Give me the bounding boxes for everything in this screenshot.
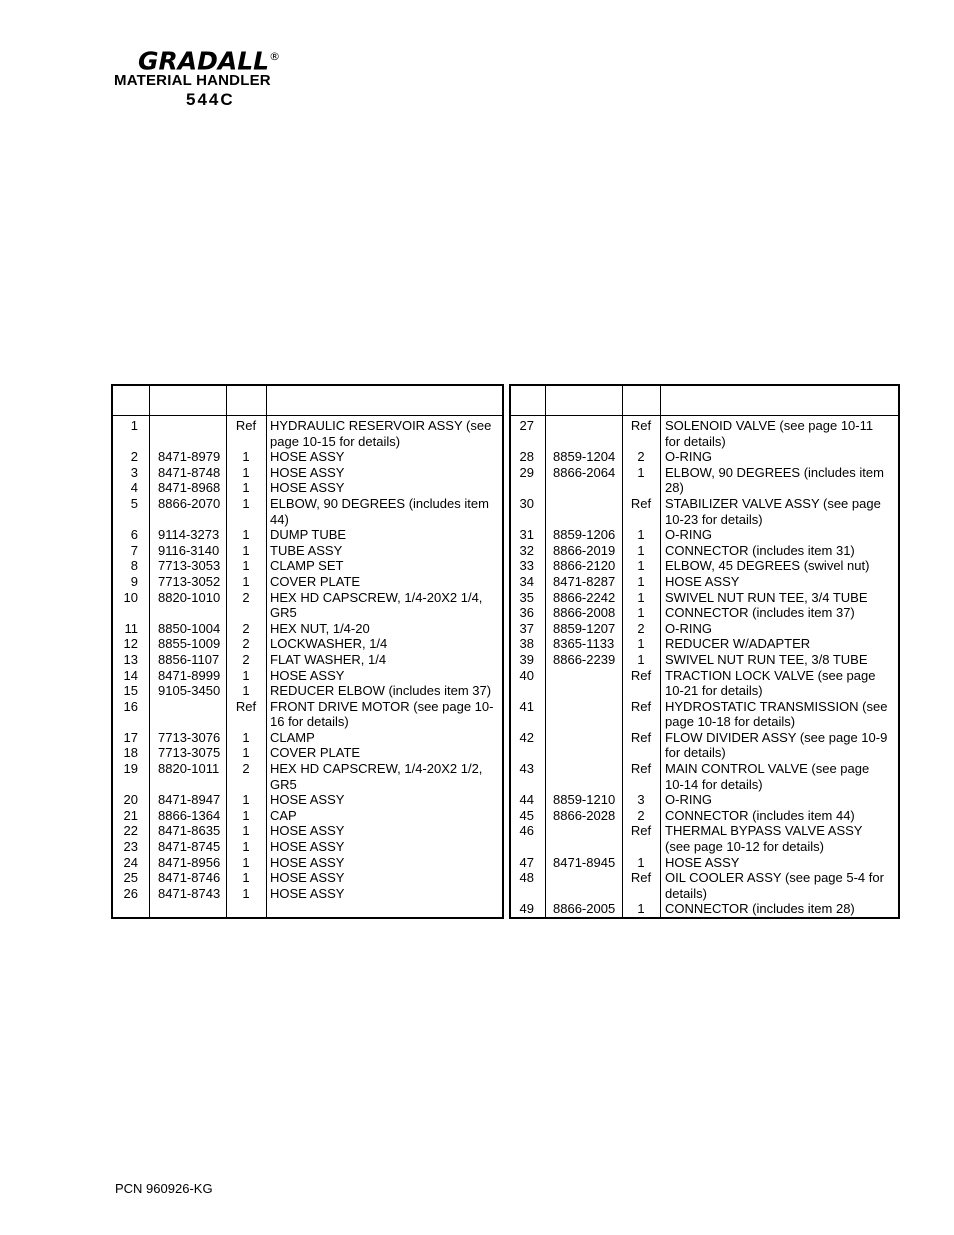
item-number: 10 — [123, 589, 138, 605]
part-description: HOSE ASSY — [270, 839, 345, 855]
quantity: 2 — [637, 449, 645, 465]
part-description: CONNECTOR (includes item 28) — [665, 901, 855, 917]
quantity: 2 — [242, 620, 250, 636]
quantity: 1 — [637, 464, 645, 480]
part-description: ELBOW, 90 DEGREES (includes item 44) — [270, 495, 489, 527]
item-number: 16 — [123, 698, 138, 714]
part-description: O-RING — [665, 449, 712, 465]
table-row — [113, 574, 502, 590]
quantity: Ref — [630, 418, 652, 433]
quantity: Ref — [630, 823, 652, 839]
quantity: 2 — [242, 636, 250, 652]
item-number: 21 — [123, 807, 138, 823]
part-number: 8471-8748 — [158, 464, 221, 480]
quantity: 1 — [242, 854, 250, 870]
part-description: REDUCER ELBOW (includes item 37) — [270, 683, 492, 699]
part-description: SWIVEL NUT RUN TEE, 3/8 TUBE — [665, 651, 868, 667]
part-description: CONNECTOR (includes item 44) — [665, 807, 855, 823]
quantity: 1 — [637, 636, 645, 652]
part-description: SWIVEL NUT RUN TEE, 3/4 TUBE — [665, 589, 868, 605]
brand-name: GRADALL® — [138, 46, 281, 76]
item-number: 20 — [123, 792, 138, 808]
pcn-number: PCN 960926-KG — [115, 1181, 213, 1196]
table-row — [511, 792, 898, 808]
quantity: Ref — [630, 667, 652, 683]
table-row — [113, 418, 502, 449]
table-row — [113, 636, 502, 652]
quantity: Ref — [630, 761, 652, 777]
part-description: COVER PLATE — [270, 573, 361, 589]
parts-rows-right — [511, 418, 898, 917]
part-number: 8850-1004 — [158, 620, 221, 636]
table-row — [113, 823, 502, 839]
quantity: Ref — [630, 698, 652, 714]
table-row — [113, 668, 502, 684]
part-number: 8866-2239 — [553, 651, 616, 667]
quantity: Ref — [235, 698, 257, 714]
quantity: 1 — [637, 542, 645, 558]
table-row — [511, 449, 898, 465]
part-number: 8866-2005 — [553, 901, 616, 917]
quantity: Ref — [235, 418, 257, 433]
item-number: 18 — [123, 745, 138, 761]
item-number: 8 — [130, 558, 138, 574]
quantity: 3 — [637, 792, 645, 808]
item-number: 6 — [130, 527, 138, 543]
table-row — [113, 480, 502, 496]
quantity: 1 — [242, 870, 250, 886]
part-description: FLAT WASHER, 1/4 — [270, 651, 387, 667]
quantity: 1 — [242, 558, 250, 574]
item-number: 24 — [123, 854, 138, 870]
part-number: 8820-1011 — [158, 761, 220, 777]
quantity: 1 — [637, 605, 645, 621]
quantity: 1 — [242, 807, 250, 823]
quantity: 1 — [242, 745, 250, 761]
quantity: 1 — [242, 792, 250, 808]
item-number: 48 — [519, 870, 534, 886]
part-description: O-RING — [665, 792, 712, 808]
table-row — [511, 855, 898, 871]
table-row — [511, 418, 898, 449]
item-number: 7 — [130, 542, 138, 558]
part-description: CONNECTOR (includes item 31) — [665, 542, 855, 558]
item-number: 26 — [123, 885, 138, 901]
table-row — [113, 683, 502, 699]
part-number: 7713-3076 — [158, 729, 221, 745]
part-number: 8859-1210 — [553, 792, 616, 808]
part-number: 8866-1364 — [158, 807, 221, 823]
part-number: 8866-2120 — [553, 558, 616, 574]
quantity: 1 — [242, 495, 250, 511]
item-number: 5 — [130, 495, 138, 511]
table-row — [113, 886, 502, 902]
part-number: 8471-8968 — [158, 480, 221, 496]
item-number: 37 — [519, 620, 534, 636]
quantity: 1 — [242, 449, 250, 465]
part-description: HEX HD CAPSCREW, 1/4-20X2 1/4, GR5 — [270, 589, 483, 621]
part-description: OIL COOLER ASSY (see page 5-4 for details) — [665, 870, 884, 901]
quantity: 1 — [637, 558, 645, 574]
part-number: 8471-8945 — [553, 854, 616, 870]
table-row — [113, 590, 502, 621]
item-number: 27 — [519, 418, 534, 433]
table-row — [511, 590, 898, 606]
item-number: 17 — [123, 729, 138, 745]
item-number: 34 — [519, 573, 534, 589]
table-row — [113, 870, 502, 886]
item-number: 23 — [123, 839, 138, 855]
part-description: HEX NUT, 1/4-20 — [270, 620, 370, 636]
quantity: 2 — [242, 589, 250, 605]
quantity: 1 — [242, 542, 250, 558]
part-description: HOSE ASSY — [270, 667, 345, 683]
quantity: 2 — [637, 620, 645, 636]
part-number: 8866-2008 — [553, 605, 616, 621]
part-description: SOLENOID VALVE (see page 10-11 for details) — [665, 418, 874, 449]
item-number: 41 — [519, 698, 534, 714]
part-description: THERMAL BYPASS VALVE ASSY (see page 10-12 for details) — [665, 823, 863, 855]
part-description: HOSE ASSY — [270, 449, 345, 465]
part-number: 8471-8743 — [158, 885, 221, 901]
item-number: 12 — [123, 636, 138, 652]
table-row — [511, 901, 898, 917]
part-description: LOCKWASHER, 1/4 — [270, 636, 388, 652]
part-description: HOSE ASSY — [665, 854, 740, 870]
item-number: 36 — [519, 605, 534, 621]
part-description: COVER PLATE — [270, 745, 361, 761]
table-row — [113, 449, 502, 465]
parts-rows-left — [113, 418, 502, 901]
item-number: 9 — [130, 573, 138, 589]
part-number: 8855-1009 — [158, 636, 221, 652]
part-number: 8471-8287 — [553, 573, 616, 589]
part-description: CAP — [270, 807, 297, 823]
header-divider — [113, 415, 502, 416]
part-description: ELBOW, 90 DEGREES (includes item 28) — [665, 464, 884, 496]
part-description: HYDROSTATIC TRANSMISSION (see page 10-18 for details) — [665, 698, 888, 730]
quantity: 1 — [242, 729, 250, 745]
header-divider — [511, 415, 898, 416]
part-number: 8471-8947 — [158, 792, 221, 808]
part-description: HOSE ASSY — [270, 480, 345, 496]
model-number: 544C — [186, 90, 235, 109]
quantity: 2 — [637, 807, 645, 823]
table-row — [511, 605, 898, 621]
table-row — [113, 496, 502, 527]
item-number: 3 — [130, 464, 138, 480]
item-number: 30 — [519, 495, 534, 511]
table-row — [113, 792, 502, 808]
item-number: 33 — [519, 558, 534, 574]
item-number: 22 — [123, 823, 138, 839]
item-number: 32 — [519, 542, 534, 558]
part-description: STABILIZER VALVE ASSY (see page 10-23 for details) — [665, 495, 881, 527]
table-row — [511, 761, 898, 792]
table-row — [511, 496, 898, 527]
quantity: 1 — [637, 854, 645, 870]
item-number: 44 — [519, 792, 534, 808]
table-row — [113, 558, 502, 574]
item-number: 29 — [519, 464, 534, 480]
part-description: FRONT DRIVE MOTOR (see page 10-16 for details) — [270, 698, 494, 730]
table-row — [511, 870, 898, 901]
quantity: Ref — [630, 729, 652, 745]
part-description: REDUCER W/ADAPTER — [665, 636, 811, 652]
table-row — [113, 527, 502, 543]
part-number: 8471-8956 — [158, 854, 221, 870]
item-number: 42 — [519, 729, 534, 745]
table-row — [511, 558, 898, 574]
part-number: 8866-2019 — [553, 542, 616, 558]
item-number: 4 — [130, 480, 138, 496]
quantity: 1 — [242, 527, 250, 543]
table-row — [113, 543, 502, 559]
table-row — [511, 823, 898, 854]
part-number: 9114-3273 — [158, 527, 220, 543]
table-row — [511, 574, 898, 590]
part-number: 9105-3450 — [158, 683, 221, 699]
part-description: HOSE ASSY — [665, 573, 740, 589]
item-number: 15 — [123, 683, 138, 699]
table-row — [113, 761, 502, 792]
part-number: 7713-3075 — [158, 745, 221, 761]
table-row — [511, 527, 898, 543]
part-number: 8859-1204 — [553, 449, 616, 465]
part-number: 8820-1010 — [158, 589, 221, 605]
part-description: HOSE ASSY — [270, 464, 345, 480]
product-subtitle: MATERIAL HANDLER — [114, 72, 271, 89]
part-description: HEX HD CAPSCREW, 1/4-20X2 1/2, GR5 — [270, 761, 483, 792]
quantity: 2 — [242, 761, 250, 777]
item-number: 14 — [123, 667, 138, 683]
part-description: O-RING — [665, 620, 712, 636]
quantity: 1 — [637, 589, 645, 605]
item-number: 25 — [123, 870, 138, 886]
table-row — [511, 621, 898, 637]
part-number: 7713-3053 — [158, 558, 221, 574]
table-row — [113, 652, 502, 668]
quantity: 1 — [637, 573, 645, 589]
table-row — [113, 839, 502, 855]
item-number: 19 — [123, 761, 138, 777]
part-number: 8471-8745 — [158, 839, 221, 855]
quantity: 1 — [242, 683, 250, 699]
item-number: 38 — [519, 636, 534, 652]
part-description: TUBE ASSY — [270, 542, 343, 558]
table-row — [511, 808, 898, 824]
table-row — [511, 652, 898, 668]
quantity: 1 — [242, 573, 250, 589]
quantity: 1 — [242, 839, 250, 855]
part-number: 8471-8746 — [158, 870, 221, 886]
parts-table-left — [111, 384, 504, 919]
item-number: 35 — [519, 589, 534, 605]
part-description: HYDRAULIC RESERVOIR ASSY (see page 10-15 for details) — [270, 418, 492, 449]
table-row — [113, 855, 502, 871]
part-description: ELBOW, 45 DEGREES (swivel nut) — [665, 558, 870, 574]
item-number: 39 — [519, 651, 534, 667]
item-number: 13 — [123, 651, 138, 667]
item-number: 28 — [519, 449, 534, 465]
table-row — [113, 808, 502, 824]
part-number: 8856-1107 — [158, 651, 220, 667]
quantity: 1 — [242, 464, 250, 480]
part-number: 9116-3140 — [158, 542, 220, 558]
item-number: 43 — [519, 761, 534, 777]
part-description: CONNECTOR (includes item 37) — [665, 605, 855, 621]
item-number: 31 — [519, 527, 534, 543]
part-description: HOSE ASSY — [270, 792, 345, 808]
part-description: HOSE ASSY — [270, 854, 345, 870]
quantity: 1 — [637, 901, 645, 917]
table-row — [511, 668, 898, 699]
quantity: 1 — [242, 480, 250, 496]
item-number: 46 — [519, 823, 534, 839]
table-row — [113, 745, 502, 761]
part-description: TRACTION LOCK VALVE (see page 10-21 for details) — [665, 667, 876, 699]
parts-table-right — [509, 384, 900, 919]
part-number: 8859-1207 — [553, 620, 616, 636]
table-row — [113, 730, 502, 746]
quantity: 2 — [242, 651, 250, 667]
item-number: 2 — [130, 449, 138, 465]
table-row — [113, 699, 502, 730]
table-row — [113, 621, 502, 637]
part-description: O-RING — [665, 527, 712, 543]
part-description: HOSE ASSY — [270, 823, 345, 839]
part-number: 8866-2064 — [553, 464, 616, 480]
part-number: 8866-2028 — [553, 807, 616, 823]
table-row — [511, 730, 898, 761]
part-number: 8471-8979 — [158, 449, 221, 465]
part-number: 8471-8635 — [158, 823, 221, 839]
quantity: Ref — [630, 870, 652, 886]
quantity: 1 — [242, 667, 250, 683]
part-number: 8866-2242 — [553, 589, 616, 605]
table-row — [511, 636, 898, 652]
part-description: FLOW DIVIDER ASSY (see page 10-9 for details) — [665, 729, 888, 761]
part-description: CLAMP SET — [270, 558, 344, 574]
item-number: 49 — [519, 901, 534, 917]
table-row — [511, 543, 898, 559]
table-row — [113, 465, 502, 481]
part-description: HOSE ASSY — [270, 885, 345, 901]
part-number: 8365-1133 — [553, 636, 615, 652]
item-number: 45 — [519, 807, 534, 823]
part-number: 8859-1206 — [553, 527, 616, 543]
part-description: DUMP TUBE — [270, 527, 347, 543]
item-number: 47 — [519, 854, 534, 870]
quantity: Ref — [630, 495, 652, 511]
table-row — [511, 465, 898, 496]
item-number: 11 — [124, 620, 138, 636]
part-number: 8866-2070 — [158, 495, 221, 511]
quantity: 1 — [637, 527, 645, 543]
table-row — [511, 699, 898, 730]
quantity: 1 — [637, 651, 645, 667]
quantity: 1 — [242, 823, 250, 839]
part-description: MAIN CONTROL VALVE (see page 10-14 for details) — [665, 761, 870, 792]
part-number: 7713-3052 — [158, 573, 221, 589]
quantity: 1 — [242, 885, 250, 901]
item-number: 40 — [519, 667, 534, 683]
item-number: 1 — [130, 418, 138, 433]
part-description: HOSE ASSY — [270, 870, 345, 886]
part-description: CLAMP — [270, 729, 315, 745]
part-number: 8471-8999 — [158, 667, 221, 683]
